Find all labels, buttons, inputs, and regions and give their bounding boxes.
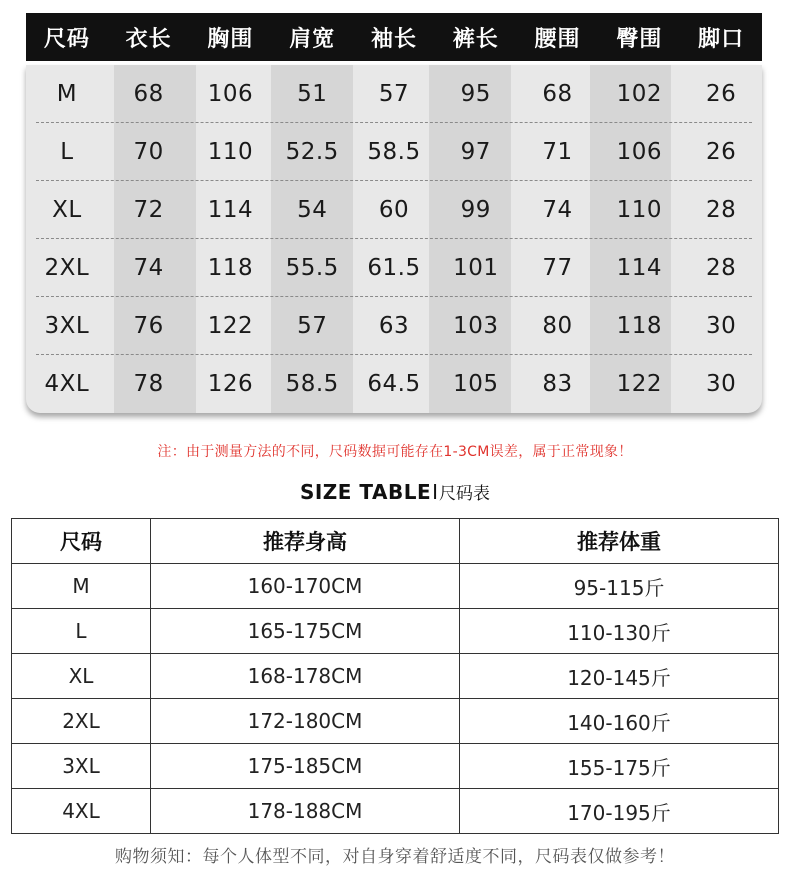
table-cell: 80 — [542, 313, 573, 339]
weight-cell: 110-130斤 — [460, 609, 779, 654]
table-cell: 55.5 — [285, 255, 339, 281]
table-cell: 102 — [616, 81, 663, 107]
table-cell: 57 — [297, 313, 328, 339]
height-cell: 178-188CM — [151, 789, 460, 834]
table-cell: 97 — [460, 139, 491, 165]
size-cell: 3XL — [12, 744, 151, 789]
table-cell: 58.5 — [367, 139, 421, 165]
table-cell: 78 — [133, 371, 164, 397]
header-sleeve: 袖长 — [370, 26, 417, 52]
table-cell: 30 — [705, 313, 737, 339]
size-cell: 4XL — [12, 789, 151, 834]
header-shoulder: 肩宽 — [289, 26, 336, 52]
table-cell: 70 — [133, 139, 164, 165]
height-cell: 172-180CM — [151, 699, 460, 744]
header-height: 推荐身高 — [151, 519, 460, 564]
table-cell: 68 — [542, 81, 573, 107]
measurement-table-body — [26, 65, 762, 413]
table-cell: 72 — [133, 197, 164, 223]
table-cell: 4XL — [44, 371, 90, 397]
table-cell: 57 — [378, 81, 410, 107]
table-row — [12, 744, 779, 789]
table-row — [12, 609, 779, 654]
table-row — [12, 699, 779, 744]
table-cell: 105 — [453, 371, 499, 397]
header-chest: 胸围 — [207, 26, 254, 52]
weight-cell: 95-115斤 — [460, 564, 779, 609]
table-row — [12, 654, 779, 699]
shopping-notice: 购物须知：每个人体型不同，对自身穿着舒适度不同，尺码表仅做参考！ — [115, 847, 675, 867]
table-cell: 61.5 — [367, 255, 421, 281]
table-cell: 58.5 — [285, 371, 339, 397]
header-size: 尺码 — [43, 26, 90, 52]
table-cell: 106 — [616, 139, 663, 165]
recommendation-table — [11, 518, 779, 834]
table-cell: 114 — [207, 197, 254, 223]
table-cell: 3XL — [44, 313, 90, 339]
table-cell: 122 — [207, 313, 254, 339]
table-cell: 28 — [705, 197, 737, 223]
size-cell: XL — [12, 654, 151, 699]
table-cell: 26 — [705, 81, 737, 107]
table-cell: 54 — [297, 197, 328, 223]
table-cell: 64.5 — [367, 371, 421, 397]
table-cell: 114 — [616, 255, 663, 281]
measurement-row — [26, 297, 762, 355]
table-cell: 83 — [542, 371, 573, 397]
weight-cell: 120-145斤 — [460, 654, 779, 699]
table-cell: 106 — [207, 81, 254, 107]
weight-cell: 170-195斤 — [460, 789, 779, 834]
measurement-table-header — [26, 13, 762, 61]
table-cell: 63 — [378, 313, 410, 339]
table-cell: 71 — [542, 139, 573, 165]
table-cell: 95 — [460, 81, 491, 107]
header-hem: 脚口 — [698, 26, 745, 52]
size-table-title-en: SIZE TABLE — [299, 480, 432, 504]
table-header-row — [12, 519, 779, 564]
table-cell: 101 — [453, 255, 499, 281]
size-table-title — [0, 479, 790, 504]
table-cell: 77 — [542, 255, 573, 281]
measurement-row — [26, 239, 762, 297]
table-cell: 51 — [297, 81, 328, 107]
table-cell: 118 — [207, 255, 254, 281]
header-hip: 臀围 — [616, 26, 663, 52]
measurement-row — [26, 123, 762, 181]
table-cell: 122 — [616, 371, 663, 397]
table-cell: 26 — [705, 139, 737, 165]
header-waist: 腰围 — [534, 26, 581, 52]
table-row — [12, 564, 779, 609]
table-cell: 30 — [705, 371, 737, 397]
size-cell: 2XL — [12, 699, 151, 744]
table-cell: 110 — [207, 139, 254, 165]
header-weight: 推荐体重 — [460, 519, 779, 564]
table-cell: 76 — [133, 313, 164, 339]
table-cell: XL — [52, 197, 82, 223]
table-cell: L — [60, 139, 74, 165]
table-cell: 99 — [460, 197, 491, 223]
height-cell: 160-170CM — [151, 564, 460, 609]
table-cell: 52.5 — [285, 139, 339, 165]
title-separator: I — [432, 480, 439, 504]
weight-cell: 155-175斤 — [460, 744, 779, 789]
header-pants-length: 裤长 — [452, 26, 499, 52]
table-cell: 74 — [542, 197, 573, 223]
table-cell: 74 — [133, 255, 164, 281]
table-cell: 60 — [378, 197, 410, 223]
header-size: 尺码 — [12, 519, 151, 564]
table-cell: 126 — [207, 371, 254, 397]
table-cell: 2XL — [44, 255, 90, 281]
height-cell: 168-178CM — [151, 654, 460, 699]
header-length: 衣长 — [125, 26, 172, 52]
measurement-row — [26, 181, 762, 239]
table-cell: 68 — [133, 81, 164, 107]
table-cell: 28 — [705, 255, 737, 281]
size-cell: M — [12, 564, 151, 609]
size-cell: L — [12, 609, 151, 654]
table-cell: 110 — [616, 197, 663, 223]
table-row — [12, 789, 779, 834]
table-cell: M — [56, 81, 78, 107]
measurement-error-note: 注：由于测量方法的不同，尺码数据可能存在1-3CM误差，属于正常现象！ — [157, 444, 633, 460]
weight-cell: 140-160斤 — [460, 699, 779, 744]
measurement-row — [26, 355, 762, 413]
height-cell: 175-185CM — [151, 744, 460, 789]
table-cell: 118 — [616, 313, 663, 339]
measurement-row — [26, 65, 762, 123]
table-cell: 103 — [453, 313, 499, 339]
height-cell: 165-175CM — [151, 609, 460, 654]
size-table-title-cn: 尺码表 — [439, 484, 491, 504]
